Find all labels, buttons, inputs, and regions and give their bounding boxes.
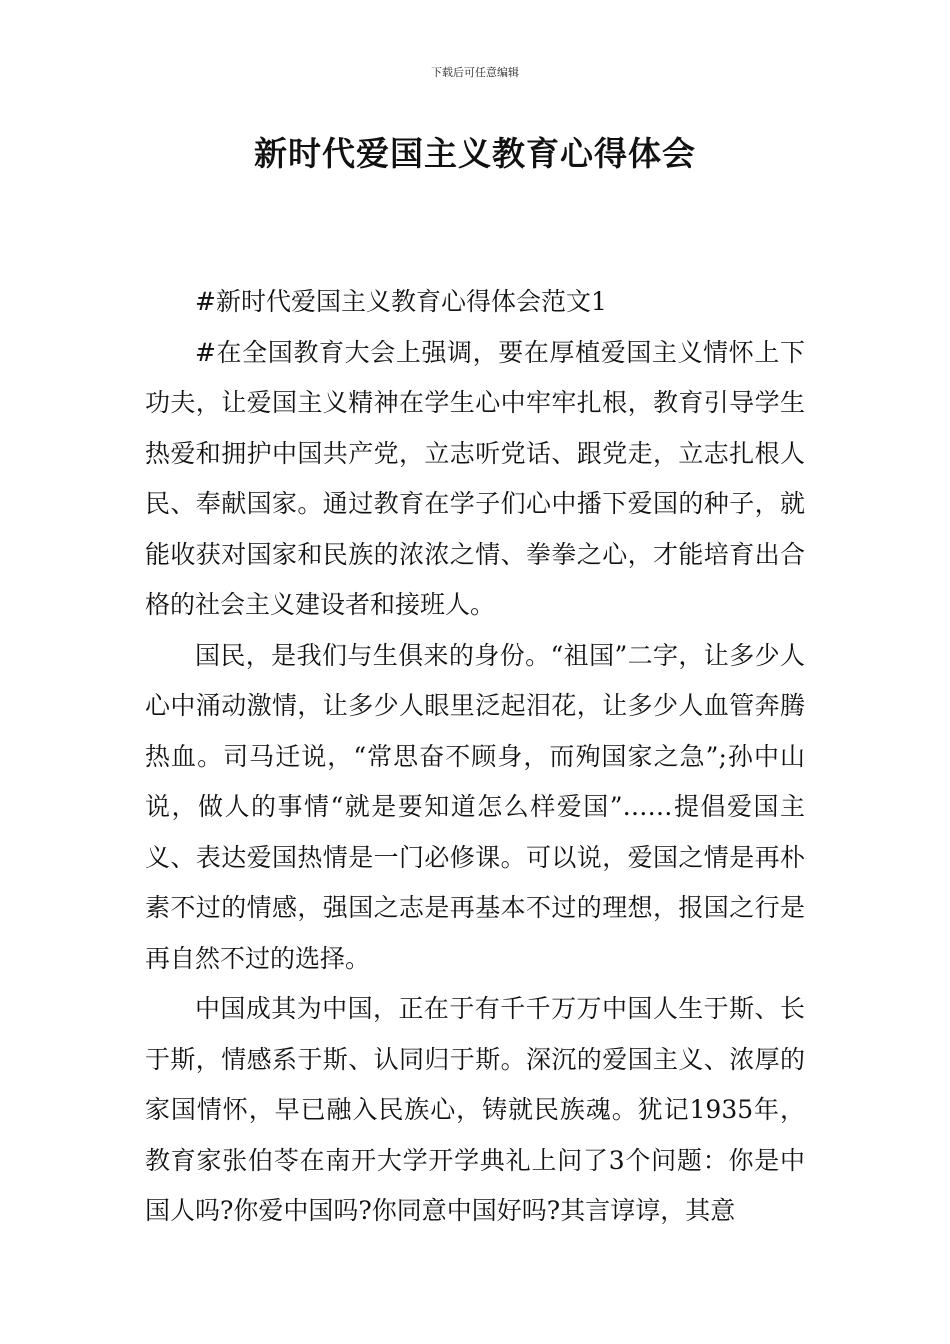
paragraph: #在全国教育大会上强调，要在厚植爱国主义情怀上下功夫，让爱国主义精神在学生心中牢牢扎根，教育引导学生热爱和拥护中国共产党，立志听党话、跟党走，立志扎根人民、奉献国家。通过教育在学子们心中播下爱国的种子，就能收获对国家和民族的浓浓之情、拳拳之心，才能培育出合格的社会主义建设者和接班人。 xyxy=(145,337,805,619)
paragraph-subtitle: #新时代爱国主义教育心得体会范文1 xyxy=(195,287,607,316)
document-body xyxy=(145,277,805,1237)
paragraph: 国民，是我们与生俱来的身份。“祖国”二字，让多少人心中涌动激情，让多少人眼里泛起泪花，让多少人血管奔腾热血。司马迁说，“常思奋不顾身，而殉国家之急”;孙中山说，做人的事情“就是要知道怎么样爱国”……提倡爱国主义、表达爱国热情是一门必修课。可以说，爱国之情是再朴素不过的情感，强国之志是再基本不过的理想，报国之行是再自然不过的选择。 xyxy=(145,640,805,973)
paragraph: 中国成其为中国，正在于有千千万万中国人生于斯、长于斯，情感系于斯、认同归于斯。深沉的爱国主义、浓厚的家国情怀，早已融入民族心，铸就民族魂。犹记1935年，教育家张伯苓在南开大学开学典礼上问了3个问题：你是中国人吗?你爱中国吗?你同意中国好吗?其言谆谆，其意 xyxy=(145,994,805,1225)
document-title: 新时代爱国主义教育心得体会 xyxy=(254,134,696,173)
header-note: 下载后可任意编辑 xyxy=(431,66,519,79)
